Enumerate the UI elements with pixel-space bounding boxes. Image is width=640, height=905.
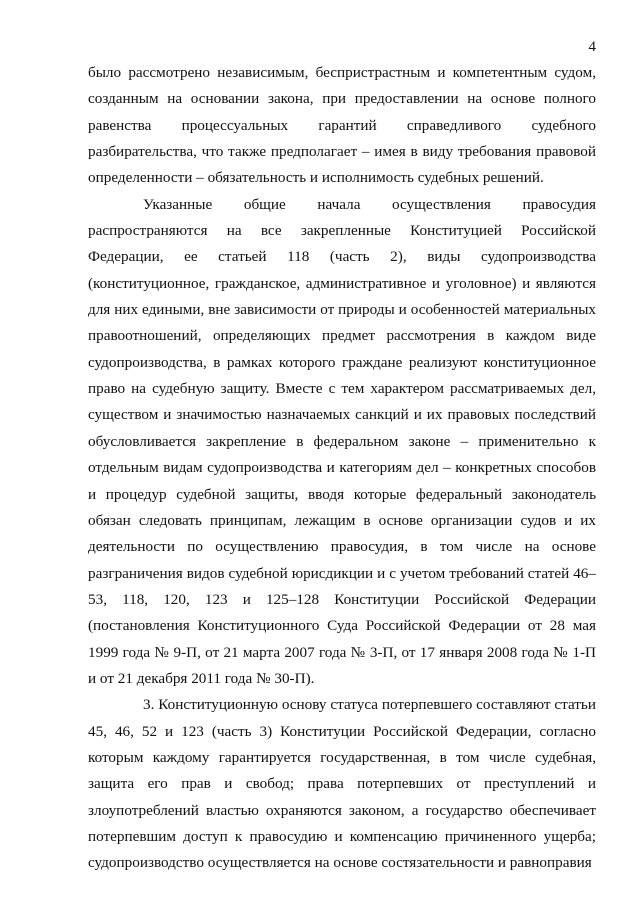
document-body [88,60,596,877]
paragraph-continuation: было рассмотрено независимым, беспристрастным и компетентным судом, созданным на основании закона, при предоставлении на основе полного равенства процессуальных гарантий справедливого судебного разбирательства, что также предполагает – имея в виду требования правовой определенности – обязательность и исполнимость судебных решений. [88,64,596,187]
paragraph-victim-status: 3. Конституционную основу статуса потерпевшего составляют статьи 45, 46, 52 и 123 (часть 3) Конституции Российской Федерации, согласно которым каждому гарантируется государственная, в том числе судебная, защита его прав и свобод; права потерпевших от преступлений и злоупотреблений властью охраняются законом, а государство обеспечивает потерпевшим доступ к правосудию и компенсацию причиненного ущерба; судопроизводство осуществляется на основе состязательности и равноправия [88,696,596,872]
page-number: 4 [588,39,596,55]
paragraph-general-principles: Указанные общие начала осуществления правосудия распространяются на все закрепленные Конституцией Российской Федерации, ее статьей 118 (часть 2), виды судопроизводства (конституционное, гражданское, административное и уголовное) и являются для них едиными, вне зависимости от природы и особенностей материальных правоотношений, определяющих предмет рассмотрения в каждом виде судопроизводства, в рамках которого граждане реализуют конституционное право на судебную защиту. Вместе с тем характером рассматриваемых дел, существом и значимостью назначаемых санкций и их правовых последствий обусловливается закрепление в федеральном законе – применительно к отдельным видам судопроизводства и категориям дел – конкретных способов и процедур судебной защиты, вводя которые федеральный законодатель обязан следовать принципам, лежащим в основе организации судов и их деятельности по осуществлению правосудия, в том числе на основе разграничения видов судебной юрисдикции и с учетом требований статей 46–53, 118, 120, 123 и 125–128 Конституции Российской Федерации (постановления Конституционного Суда Российской Федерации от 28 мая 1999 года № 9-П, от 21 марта 2007 года № 3-П, от 17 января 2008 года № 1-П и от 21 декабря 2011 года № 30-П). [88,195,596,687]
